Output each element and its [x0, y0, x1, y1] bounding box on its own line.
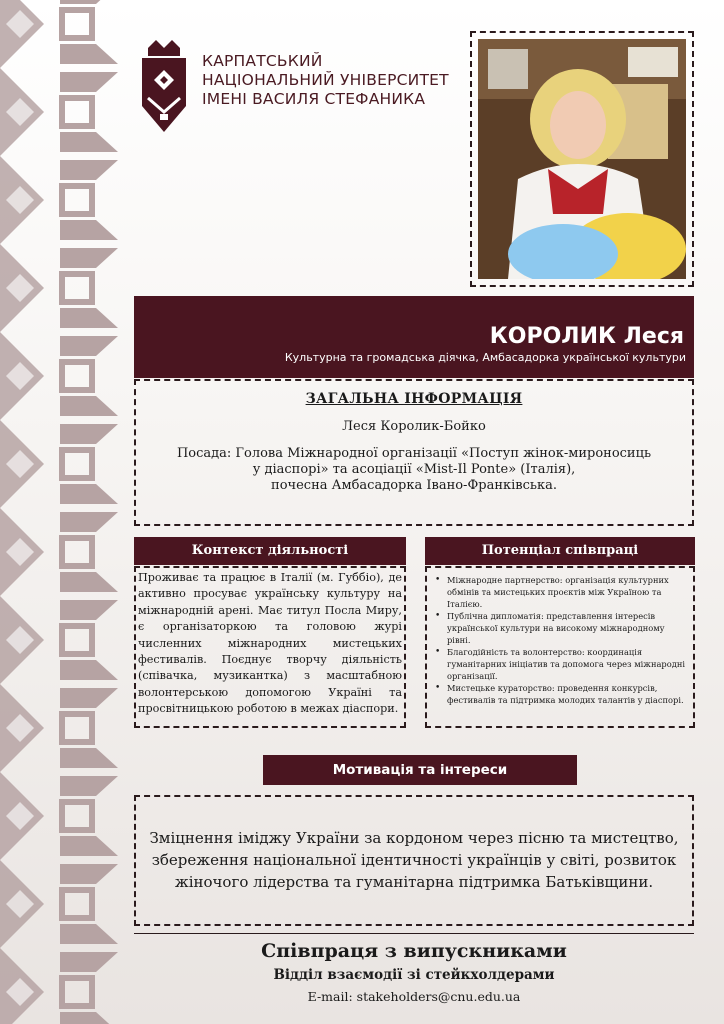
position-line: Посада: Голова Міжнародної організації «Поступ жінок-мироносиць [176, 446, 652, 461]
general-info-title: ЗАГАЛЬНА ІНФОРМАЦІЯ [305, 391, 523, 407]
list-item: • Публічна дипломатія: представлення інтересів української культури на високому міжнародному рівні. [435, 610, 689, 646]
list-item: • Благодійність та волонтерство: координація гуманітарних ініціатив та допомога через міжнародні організації. [435, 646, 689, 682]
list-item: • Мистецьке кураторство: проведення конкурсів, фестивалів та підтримка молодих талантів у діаспорі. [435, 682, 689, 706]
full-name: Леся Королик-Бойко [342, 419, 486, 434]
footer-department: Відділ взаємодії зі стейкхолдерами [273, 967, 555, 983]
university-crest-icon [138, 36, 190, 136]
photo-frame [470, 31, 694, 287]
list-item: • Міжнародне партнерство: організація культурних обмінів та мистецьких проєктів між Україною та Італією. [435, 574, 689, 610]
context-text: Проживає та працює в Італії (м. Губбіо), де активно просуває українську культуру на міжнародній арені. Має титул Посла Миру, є організаторкою та головою журі численних міжнародних мистецьких фестивалів. Поєднує творчу діяльність (співачка, музикантка) з масштабною волонтерською допомогою Україні та просвітницькою роботою в межах діаспори. [138, 571, 402, 716]
embroidery-ornament [0, 0, 122, 1024]
portrait-photo [478, 39, 686, 279]
university-name [202, 52, 449, 109]
general-info-box [134, 379, 694, 526]
motivation-line: Зміцнення іміджу України за кордоном через пісню та мистецтво, [149, 829, 679, 847]
motivation-text [136, 827, 692, 893]
position-line: почесна Амбасадорка Івано-Франківська. [271, 478, 557, 493]
person-subtitle: Культурна та громадська діячка, Амбасадорка української культури [284, 351, 686, 364]
potential-box [425, 566, 695, 728]
context-box [134, 566, 406, 728]
footer-email[interactable]: E-mail: stakeholders@cnu.edu.ua [307, 989, 521, 1004]
name-banner [134, 296, 694, 378]
footer-title: Співпраця з випускниками [261, 940, 567, 962]
university-name-line: ІМЕНІ ВАСИЛЯ СТЕФАНИКА [202, 90, 426, 108]
person-name: КОРОЛИК Леся [489, 324, 684, 349]
context-heading: Контекст діяльності [134, 537, 406, 565]
university-name-line: КАРПАТСЬКИЙ [202, 52, 323, 70]
university-name-line: НАЦІОНАЛЬНИЙ УНІВЕРСИТЕТ [202, 71, 449, 89]
footer-divider [134, 933, 694, 934]
potential-heading: Потенціал співпраці [425, 537, 695, 565]
motivation-line: збереження національної ідентичності українців у світі, розвиток [151, 851, 677, 869]
position-text [136, 446, 692, 494]
position-line: у діаспорі» та асоціації «Mist-Il Ponte» (Італія), [252, 462, 576, 477]
potential-list [427, 568, 693, 706]
motivation-heading: Мотивація та інтереси [263, 755, 577, 785]
motivation-box [134, 795, 694, 926]
motivation-line: жіночого лідерства та гуманітарна підтримка Батьківщини. [174, 873, 654, 891]
